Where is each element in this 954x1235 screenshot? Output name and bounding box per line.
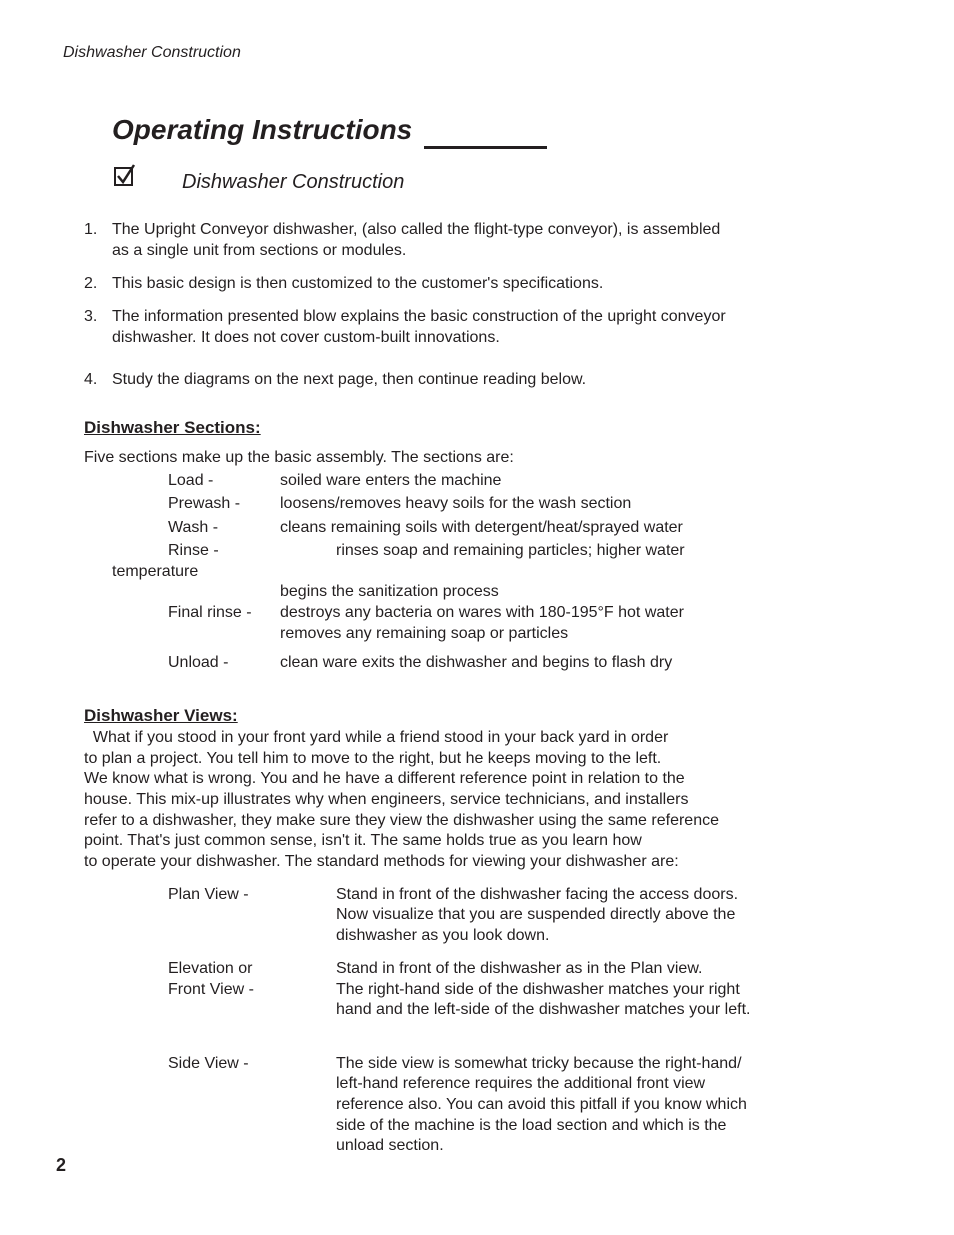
view-desc: Stand in front of the dishwasher facing the access doors. <box>336 886 739 903</box>
list-item-text: as a single unit from sections or modules. <box>112 242 407 259</box>
section-desc-wrap: temperature <box>112 563 199 580</box>
view-term: Plan View - <box>168 886 249 903</box>
view-desc: unload section. <box>336 1137 444 1154</box>
section-term: Prewash - <box>168 495 241 512</box>
sections-heading: Dishwasher Sections: <box>84 418 261 437</box>
title-rule <box>424 146 547 149</box>
view-desc: reference also. You can avoid this pitfall if you know which <box>336 1096 747 1113</box>
paragraph-line: point. That's just common sense, isn't it. The same holds true as you learn how <box>84 832 642 849</box>
list-item-text: Study the diagrams on the next page, then continue reading below. <box>112 371 587 388</box>
list-number: 1. <box>84 221 98 238</box>
view-desc: The side view is somewhat tricky because the right-hand/ <box>336 1055 742 1072</box>
paragraph-line: What if you stood in your front yard while a friend stood in your back yard in order <box>84 729 669 746</box>
paragraph-line: to operate your dishwasher. The standard methods for viewing your dishwasher are: <box>84 853 679 870</box>
section-desc: soiled ware enters the machine <box>280 472 502 489</box>
sections-intro: Five sections make up the basic assembly. The sections are: <box>84 449 514 466</box>
view-desc: side of the machine is the load section and which is the <box>336 1117 727 1134</box>
list-item-text: The information presented blow explains the basic construction of the upright conveyor <box>112 308 726 325</box>
view-desc: The right-hand side of the dishwasher matches your right <box>336 981 740 998</box>
section-desc: rinses soap and remaining particles; higher water <box>336 542 685 559</box>
section-desc: clean ware exits the dishwasher and begins to flash dry <box>280 654 673 671</box>
section-term: Unload - <box>168 654 229 671</box>
running-header: Dishwasher Construction <box>63 44 241 61</box>
checkbox-icon <box>114 164 136 186</box>
section-desc-extra: begins the sanitization process <box>280 583 499 600</box>
section-desc-extra: removes any remaining soap or particles <box>280 625 569 642</box>
paragraph-line: We know what is wrong. You and he have a different reference point in relation to the <box>84 770 685 787</box>
list-number: 4. <box>84 371 98 388</box>
list-item-text: This basic design is then customized to the customer's specifications. <box>112 275 604 292</box>
list-item-text: The Upright Conveyor dishwasher, (also called the flight-type conveyor), is assembled <box>112 221 721 238</box>
section-subtitle: Dishwasher Construction <box>182 171 405 193</box>
paragraph-line: house. This mix-up illustrates why when engineers, service technicians, and installers <box>84 791 689 808</box>
view-desc: dishwasher as you look down. <box>336 927 550 944</box>
view-desc: left-hand reference requires the additional front view <box>336 1075 706 1092</box>
view-term: Front View - <box>168 981 254 998</box>
views-heading: Dishwasher Views: <box>84 706 238 725</box>
view-desc: hand and the left-side of the dishwasher matches your left. <box>336 1001 751 1018</box>
section-term: Final rinse - <box>168 604 252 621</box>
paragraph-line: to plan a project. You tell him to move to the right, but he keeps moving to the left. <box>84 750 662 767</box>
section-term: Rinse - <box>168 542 219 559</box>
list-number: 2. <box>84 275 98 292</box>
paragraph-line: refer to a dishwasher, they make sure they view the dishwasher using the same reference <box>84 812 719 829</box>
view-desc: Stand in front of the dishwasher as in the Plan view. <box>336 960 703 977</box>
section-desc: cleans remaining soils with detergent/heat/sprayed water <box>280 519 683 536</box>
view-desc: Now visualize that you are suspended directly above the <box>336 906 736 923</box>
section-term: Wash - <box>168 519 219 536</box>
section-desc: destroys any bacteria on wares with 180-195°F hot water <box>280 604 684 621</box>
section-desc: loosens/removes heavy soils for the wash section <box>280 495 632 512</box>
view-term: Side View - <box>168 1055 249 1072</box>
view-term: Elevation or <box>168 960 253 977</box>
page-number: 2 <box>56 1155 67 1175</box>
list-number: 3. <box>84 308 98 325</box>
page-title: Operating Instructions <box>112 114 413 145</box>
list-item-text: dishwasher. It does not cover custom-built innovations. <box>112 329 500 346</box>
section-term: Load - <box>168 472 214 489</box>
